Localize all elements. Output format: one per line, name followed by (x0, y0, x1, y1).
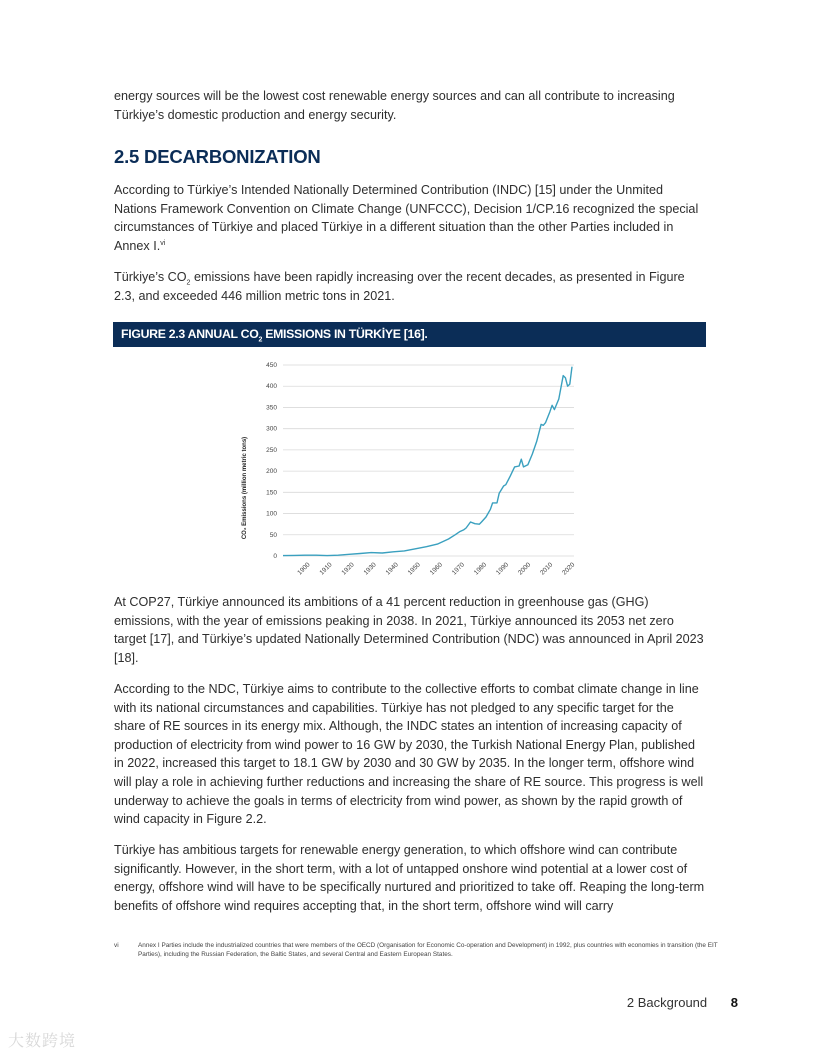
svg-text:1970: 1970 (450, 561, 467, 577)
intro-paragraph: energy sources will be the lowest cost renewable energy sources and can all contribute to increasing Türkiye’s domestic production and energy security. (114, 89, 675, 122)
svg-text:1990: 1990 (494, 561, 511, 577)
emissions-line (283, 367, 572, 556)
svg-text:150: 150 (266, 489, 277, 497)
svg-text:50: 50 (269, 531, 277, 539)
svg-text:250: 250 (266, 446, 277, 454)
page-footer (627, 995, 738, 1010)
svg-text:1940: 1940 (384, 561, 400, 577)
svg-text:100: 100 (266, 510, 277, 518)
svg-text:1980: 1980 (472, 561, 489, 577)
y-axis-ticks (266, 362, 277, 560)
figure-title-a: FIGURE 2.3 ANNUAL CO (121, 327, 259, 341)
footnote-mark: vi (114, 942, 119, 949)
section-heading: 2.5 DECARBONIZATION (114, 146, 321, 167)
svg-text:350: 350 (266, 404, 277, 412)
paragraph-indc (114, 181, 708, 255)
paragraph-indc-text: According to Türkiye’s Intended Nationally Determined Contribution (INDC) [15] under the Unmited Nations Framework Convention on Climate Change (UNFCCC), Decision 1/CP.16 recognized the special circumstances of Türkiye and placed Türkiye in a different situation than the other Parties included in Annex I. (114, 183, 699, 253)
y-axis-label: CO₂ Emissions (million metric tons) (242, 436, 248, 540)
svg-text:2010: 2010 (539, 561, 555, 577)
subscript-2: 2 (186, 279, 191, 287)
svg-text:1930: 1930 (362, 561, 378, 577)
paragraph-emissions (114, 268, 708, 305)
svg-text:1900: 1900 (296, 561, 312, 577)
figure-title-sub: 2 (258, 336, 263, 344)
figure-caption-bar (113, 322, 706, 347)
svg-text:450: 450 (266, 362, 277, 369)
svg-text:1920: 1920 (340, 561, 356, 577)
paragraph-ndc: According to the NDC, Türkiye aims to contribute to the collective efforts to combat climate change in line with its national circumstances and capabilities. Türkiye has not pledged to any specific target for the share of RE sources in its energy mix. Although, the INDC states an intention of increasing capacity of production of electricity from wind power to 16 GW by 2030, the Turkish National Energy Plan, published in 2022, increased this target to 18.1 GW by 2030 and 30 GW by 2035. In the longer term, offshore wind will play a role in achieving further reductions and increasing the share of RE source. This progress is well underway to achieve the goals in terms of electricity from wind power, as shown by the rapid growth of wind capacity in Figure 2.2. (114, 682, 704, 827)
figure-title (121, 327, 428, 344)
svg-text:200: 200 (266, 468, 277, 476)
footnote-ref[interactable]: vi (160, 239, 166, 247)
svg-text:1960: 1960 (428, 561, 444, 577)
x-axis-ticks (296, 561, 576, 576)
footnote-text: Annex I Parties include the industrialized countries that were members of the OECD (Organisation for Economic Co-operation and Development) in 1992, plus countries with economies in transition (the EIT Parties), including the Russian Federation, the Baltic States, and several Central and Eastern European States. (138, 942, 718, 958)
svg-text:1950: 1950 (406, 561, 422, 577)
paragraph-cop27: At COP27, Türkiye announced its ambitions of a 41 percent reduction in greenhouse gas (GHG) emissions, with the year of emissions peaking in 2038. In 2021, Türkiye announced its 2053 net zero target [17], and Türkiye’s updated Nationally Determined Contribution (NDC) was announced in April 2023 [18]. (114, 595, 704, 665)
svg-text:2020: 2020 (561, 561, 577, 577)
paragraph-emissions-text-b: emissions have been rapidly increasing over the recent decades, as presented in Figure 2.3, and exceeded 446 million metric tons in 2021. (114, 270, 685, 303)
footer-section-title: 2 Background (626, 995, 708, 1010)
svg-text:300: 300 (266, 425, 277, 433)
co2-emissions-chart (230, 355, 590, 585)
page-number: 8 (730, 995, 738, 1010)
svg-text:1910: 1910 (318, 561, 334, 577)
figure-title-b: EMISSIONS IN TÜRKİYE [16]. (262, 327, 428, 341)
svg-text:0: 0 (273, 553, 277, 560)
line-chart-svg (230, 355, 590, 585)
paragraph-emissions-text-a: Türkiye’s CO (114, 270, 187, 284)
paragraph-targets: Türkiye has ambitious targets for renewable energy generation, to which offshore wind can contribute significantly. However, in the short term, with a lot of untapped onshore wind potential at a lower cost of energy, offshore wind will have to be specifically nurtured and prioritized to take off. Reaping the long-term benefits of offshore wind requires accepting that, in the short term, offshore wind will carry (114, 843, 705, 913)
watermark: 大数跨境 (8, 1033, 77, 1050)
svg-text:400: 400 (266, 383, 277, 391)
svg-text:2000: 2000 (517, 561, 533, 577)
